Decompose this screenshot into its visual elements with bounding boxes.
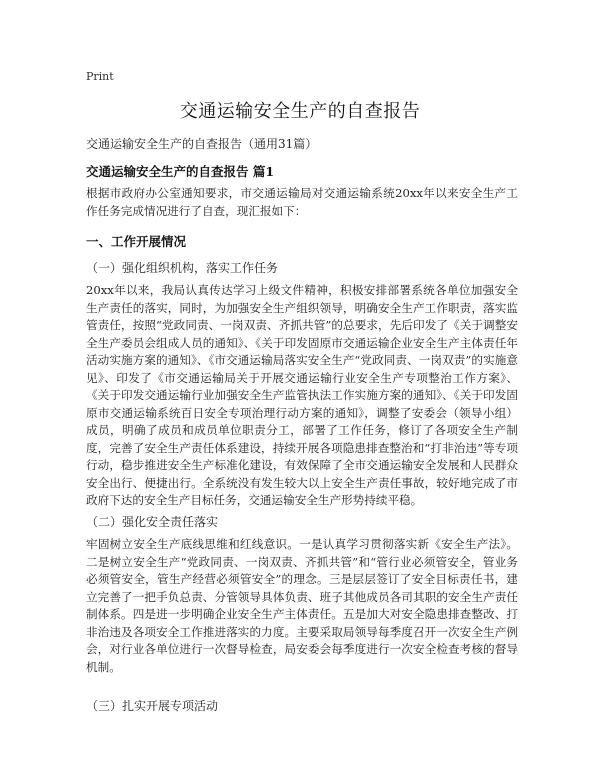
article-title: 交通运输安全生产的自查报告 篇1 [86, 164, 275, 179]
section-heading-1: 一、工作开展情况 [86, 234, 187, 249]
intro-paragraph: 根据市政府办公室通知要求，市交通运输局对交通运输系统20xx年以来安全生产工作任务完成情况进行了自查，现汇报如下： [86, 186, 518, 218]
subsection-heading-2: （二）强化安全责任落实 [86, 515, 219, 529]
print-label: Print [86, 70, 114, 83]
subsection-body-2: 牢固树立安全生产底线思维和红线意识。一是认真学习贯彻落实新《安全生产法》。二是树立安全生产“党政同责、一岗双责、齐抓共管”和“管行业必须管安全，管业务必须管安全，管生产经营必须管安全”的理念。三是层层签订了安全目标责任书，建立完善了一把手负总责、分管领导具体负责、班子其他成员各司其职的安全生产责任制体系。四是进一步明确企业安全生产主体责任。五是加大对安全隐患排查整改、打非治违及各项安全工作推进落实的力度。主要采取局领导每季度召开一次安全生产例会，对行业各单位进行一次督导检查，局安委会每季度进行一次安全检查考核的督导机制。 [86, 537, 518, 674]
page-title: 交通运输安全生产的自查报告 [179, 101, 421, 122]
subsection-body-1: 20xx年以来，我局认真传达学习上级文件精神，积极安排部署系统各单位加强安全生产责任的落实，同时，为加强安全生产组织领导，明确安全生产工作职责，落实监管责任，按照“党政同责、一岗双责、齐抓共管”的总要求，先后印发了《关于调整安全生产委员会组成人员的通知》、《关于印发固原市交通运输企业安全生产主体责任年活动实施方案的通知》、《市交通运输局落实安全生产“党政同责、一岗双责”的实施意见》、印发了《市交通运输局关于开展交通运输行业安全生产专项整治工作方案》、《关于印发交通运输行业加强安全生产监管执法工作实施方案的通知》、《关于印发固原市交通运输系统百日安全专项治理行动方案的通知》，调整了安委会（领导小组）成员，明确了成员和成员单位职责分工，部署了工作任务，修订了各项安全生产制度，完善了安全生产责任体系建设，持续开展各项隐患排查整治和“打非治违”等专项行动，稳步推进安全生产标准化建设，有效保障了全市交通运输安全发展和人民群众安全出行、便捷出行。全系统没有发生较大以上安全生产责任事故，较好地完成了市政府下达的安全生产目标任务，交通运输安全生产形势持续平稳。 [86, 283, 518, 507]
subsection-heading-1: （一）强化组织机构，落实工作任务 [86, 261, 279, 275]
document-subtitle: 交通运输安全生产的自查报告（通用31篇） [86, 137, 318, 151]
subsection-heading-3: （三）扎实开展专项活动 [86, 699, 219, 713]
